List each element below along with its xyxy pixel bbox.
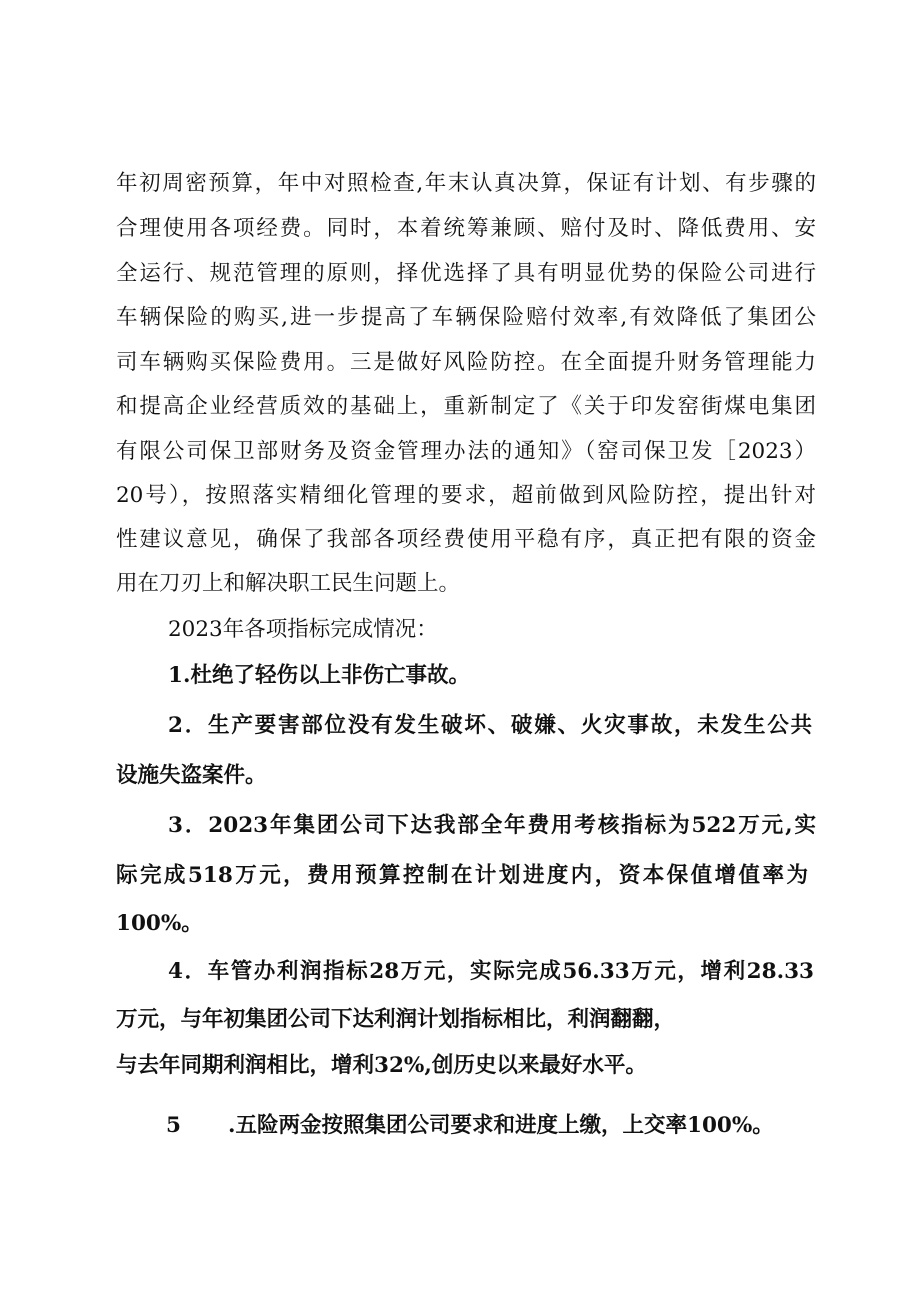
list-item-number: 5 xyxy=(166,1113,181,1138)
paragraph-line: 合理使用各项经费。同时，本着统筹兼顾、赔付及时、降低费用、安 xyxy=(116,216,816,241)
list-item-line: 际完成518万元，费用预算控制在计划进度内，资本保值增值率为 xyxy=(116,863,808,888)
list-item-line: 2．生产要害部位没有发生破坏、破嫌、火灾事故，未发生公共 xyxy=(168,713,812,738)
list-item-line: 与去年同期利润相比，增利32%,创历史以来最好水平。 xyxy=(116,1053,647,1078)
list-item-line: .五险两金按照集团公司要求和进度上缴，上交率100%。 xyxy=(228,1113,774,1138)
paragraph-line: 车辆保险的购买,进一步提高了车辆保险赔付效率,有效降低了集团公 xyxy=(116,305,816,330)
paragraph-line: 和提高企业经营质效的基础上，重新制定了《关于印发窑街煤电集团 xyxy=(116,394,816,419)
paragraph-line: 有限公司保卫部财务及资金管理办法的通知》（窑司保卫发［2023） xyxy=(116,439,816,464)
list-item-line: 万元，与年初集团公司下达利润计划指标相比，利润翻翻， xyxy=(116,1007,676,1032)
list-item-line: 设施失盗案件。 xyxy=(116,763,267,788)
paragraph-line: 性建议意见，确保了我部各项经费使用平稳有序，真正把有限的资金 xyxy=(116,527,816,552)
list-item-line: 4．车管办利润指标28万元，实际完成56.33万元，增利28.33 xyxy=(168,959,814,984)
paragraph-line: 20号），按照落实精细化管理的要求，超前做到风险防控，提出针对 xyxy=(116,483,816,508)
section-heading: 2023年各项指标完成情况： xyxy=(168,617,438,642)
paragraph-line: 司车辆购买保险费用。三是做好风险防控。在全面提升财务管理能力 xyxy=(116,350,816,375)
paragraph-line: 用在刀刃上和解决职工民生问题上。 xyxy=(116,571,461,596)
list-item-1: 1.杜绝了轻伤以上非伤亡事故。 xyxy=(168,663,470,688)
list-item-line: 3．2023年集团公司下达我部全年费用考核指标为522万元,实 xyxy=(168,813,816,838)
list-item-line: 100%。 xyxy=(116,911,203,936)
paragraph-line: 全运行、规范管理的原则，择优选择了具有明显优势的保险公司进行 xyxy=(116,261,816,286)
paragraph-line: 年初周密预算，年中对照检查,年末认真决算，保证有计划、有步骤的 xyxy=(116,171,816,196)
